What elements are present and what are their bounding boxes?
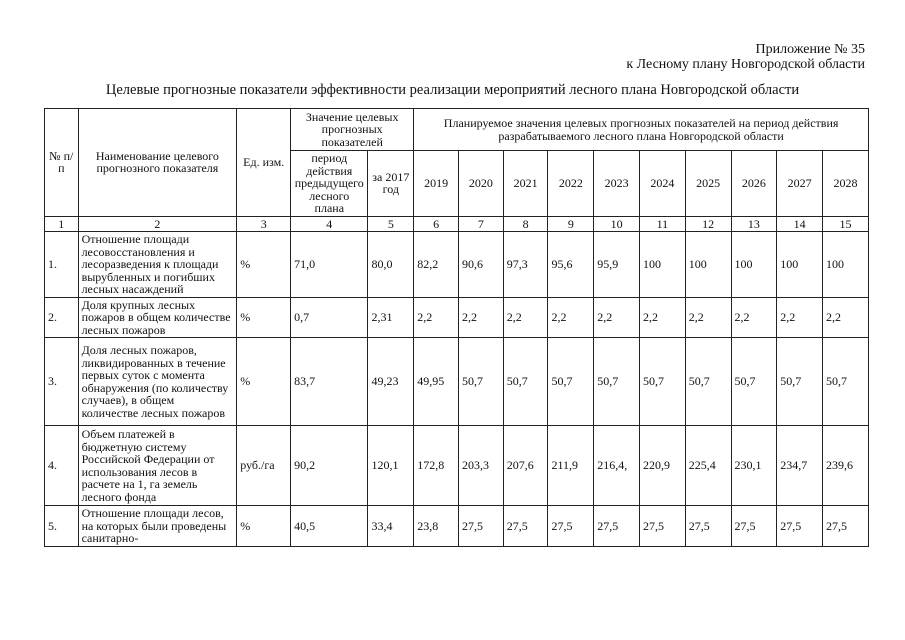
table-row xyxy=(45,338,869,426)
year-value: 230,1 xyxy=(731,426,777,506)
header-year: 2025 xyxy=(685,151,731,217)
year-value: 27,5 xyxy=(685,506,731,547)
year-value: 2,2 xyxy=(503,297,548,338)
prev-period-value: 40,5 xyxy=(291,506,368,547)
year-value: 95,6 xyxy=(548,232,594,298)
prev-period-value: 90,2 xyxy=(291,426,368,506)
column-number: 2 xyxy=(78,216,237,232)
table-row xyxy=(45,506,869,547)
year-value: 27,5 xyxy=(731,506,777,547)
column-number: 7 xyxy=(458,216,503,232)
row-number: 3. xyxy=(45,338,79,426)
column-number: 10 xyxy=(594,216,640,232)
row-number: 4. xyxy=(45,426,79,506)
year-value: 27,5 xyxy=(594,506,640,547)
column-number: 3 xyxy=(237,216,291,232)
value-2017: 120,1 xyxy=(368,426,414,506)
year-value: 27,5 xyxy=(639,506,685,547)
appendix-header xyxy=(626,42,865,72)
year-value: 27,5 xyxy=(548,506,594,547)
column-number: 4 xyxy=(291,216,368,232)
table-row xyxy=(45,232,869,298)
header-unit: Ед. изм. xyxy=(237,109,291,217)
year-value: 2,2 xyxy=(639,297,685,338)
unit-cell: % xyxy=(237,506,291,547)
indicator-name: Отношение площади лесов, на которых были проведены санитарно- xyxy=(78,506,237,547)
prev-period-value: 71,0 xyxy=(291,232,368,298)
year-value: 2,2 xyxy=(414,297,459,338)
header-2017: за 2017 год xyxy=(368,151,414,217)
year-value: 95,9 xyxy=(594,232,640,298)
value-2017: 2,31 xyxy=(368,297,414,338)
year-value: 27,5 xyxy=(823,506,869,547)
year-value: 207,6 xyxy=(503,426,548,506)
year-value: 50,7 xyxy=(685,338,731,426)
year-value: 2,2 xyxy=(731,297,777,338)
header-year: 2028 xyxy=(823,151,869,217)
year-value: 50,7 xyxy=(777,338,823,426)
year-value: 2,2 xyxy=(685,297,731,338)
header-year: 2026 xyxy=(731,151,777,217)
year-value: 172,8 xyxy=(414,426,459,506)
year-value: 216,4, xyxy=(594,426,640,506)
year-value: 50,7 xyxy=(731,338,777,426)
value-2017: 49,23 xyxy=(368,338,414,426)
column-number: 13 xyxy=(731,216,777,232)
header-year: 2022 xyxy=(548,151,594,217)
year-value: 203,3 xyxy=(458,426,503,506)
year-value: 82,2 xyxy=(414,232,459,298)
appendix-subtitle: к Лесному плану Новгородской области xyxy=(626,57,865,72)
year-value: 23,8 xyxy=(414,506,459,547)
header-period: период действия предыдущего лесного плана xyxy=(291,151,368,217)
year-value: 50,7 xyxy=(639,338,685,426)
year-value: 49,95 xyxy=(414,338,459,426)
year-value: 234,7 xyxy=(777,426,823,506)
year-value: 50,7 xyxy=(503,338,548,426)
column-number: 14 xyxy=(777,216,823,232)
year-value: 90,6 xyxy=(458,232,503,298)
header-planned: Планируемое значения целевых прогнозных показателей на период действия разрабатываемого лесного плана Новгородской области xyxy=(414,109,869,151)
unit-cell: % xyxy=(237,338,291,426)
indicators-table xyxy=(44,108,869,547)
indicator-name: Объем платежей в бюджетную систему Российской Федерации от использования лесов в расчете на 1, га земель лесного фонда xyxy=(78,426,237,506)
year-value: 27,5 xyxy=(777,506,823,547)
header-year: 2027 xyxy=(777,151,823,217)
year-value: 27,5 xyxy=(458,506,503,547)
column-number: 9 xyxy=(548,216,594,232)
year-value: 2,2 xyxy=(594,297,640,338)
column-number: 12 xyxy=(685,216,731,232)
indicator-name: Доля крупных лесных пожаров в общем количестве лесных пожаров xyxy=(78,297,237,338)
year-value: 100 xyxy=(731,232,777,298)
year-value: 100 xyxy=(685,232,731,298)
year-value: 50,7 xyxy=(594,338,640,426)
column-number: 6 xyxy=(414,216,459,232)
table-row xyxy=(45,426,869,506)
value-2017: 33,4 xyxy=(368,506,414,547)
indicator-name: Отношение площади лесовосстановления и лесоразведения к площади вырубленных и погибших лесных насаждений xyxy=(78,232,237,298)
value-2017: 80,0 xyxy=(368,232,414,298)
year-value: 2,2 xyxy=(548,297,594,338)
indicator-name: Доля лесных пожаров, ликвидированных в течение первых суток с момента обнаружения (по количеству случаев), в общем количестве лесных пожаров xyxy=(78,338,237,426)
header-year: 2020 xyxy=(458,151,503,217)
year-value: 225,4 xyxy=(685,426,731,506)
header-name: Наименование целевого прогнозного показателя xyxy=(78,109,237,217)
year-value: 100 xyxy=(823,232,869,298)
year-value: 2,2 xyxy=(458,297,503,338)
document-title: Целевые прогнозные показатели эффективности реализации мероприятий лесного плана Новгородской области xyxy=(105,82,800,98)
header-value: Значение целевых прогнозных показателей xyxy=(291,109,414,151)
column-number: 8 xyxy=(503,216,548,232)
row-number: 5. xyxy=(45,506,79,547)
unit-cell: руб./га xyxy=(237,426,291,506)
column-number: 11 xyxy=(639,216,685,232)
prev-period-value: 83,7 xyxy=(291,338,368,426)
year-value: 50,7 xyxy=(548,338,594,426)
year-value: 100 xyxy=(639,232,685,298)
year-value: 239,6 xyxy=(823,426,869,506)
column-number: 1 xyxy=(45,216,79,232)
year-value: 100 xyxy=(777,232,823,298)
year-value: 211,9 xyxy=(548,426,594,506)
column-number: 15 xyxy=(823,216,869,232)
table-row xyxy=(45,297,869,338)
row-number: 2. xyxy=(45,297,79,338)
year-value: 220,9 xyxy=(639,426,685,506)
year-value: 2,2 xyxy=(823,297,869,338)
prev-period-value: 0,7 xyxy=(291,297,368,338)
header-year: 2024 xyxy=(639,151,685,217)
year-value: 27,5 xyxy=(503,506,548,547)
header-year: 2023 xyxy=(594,151,640,217)
year-value: 97,3 xyxy=(503,232,548,298)
year-value: 50,7 xyxy=(823,338,869,426)
appendix-number: Приложение № 35 xyxy=(755,42,865,57)
column-number: 5 xyxy=(368,216,414,232)
header-year: 2019 xyxy=(414,151,459,217)
year-value: 2,2 xyxy=(777,297,823,338)
unit-cell: % xyxy=(237,232,291,298)
unit-cell: % xyxy=(237,297,291,338)
header-year: 2021 xyxy=(503,151,548,217)
year-value: 50,7 xyxy=(458,338,503,426)
row-number: 1. xyxy=(45,232,79,298)
header-num: № п/п xyxy=(45,109,79,217)
